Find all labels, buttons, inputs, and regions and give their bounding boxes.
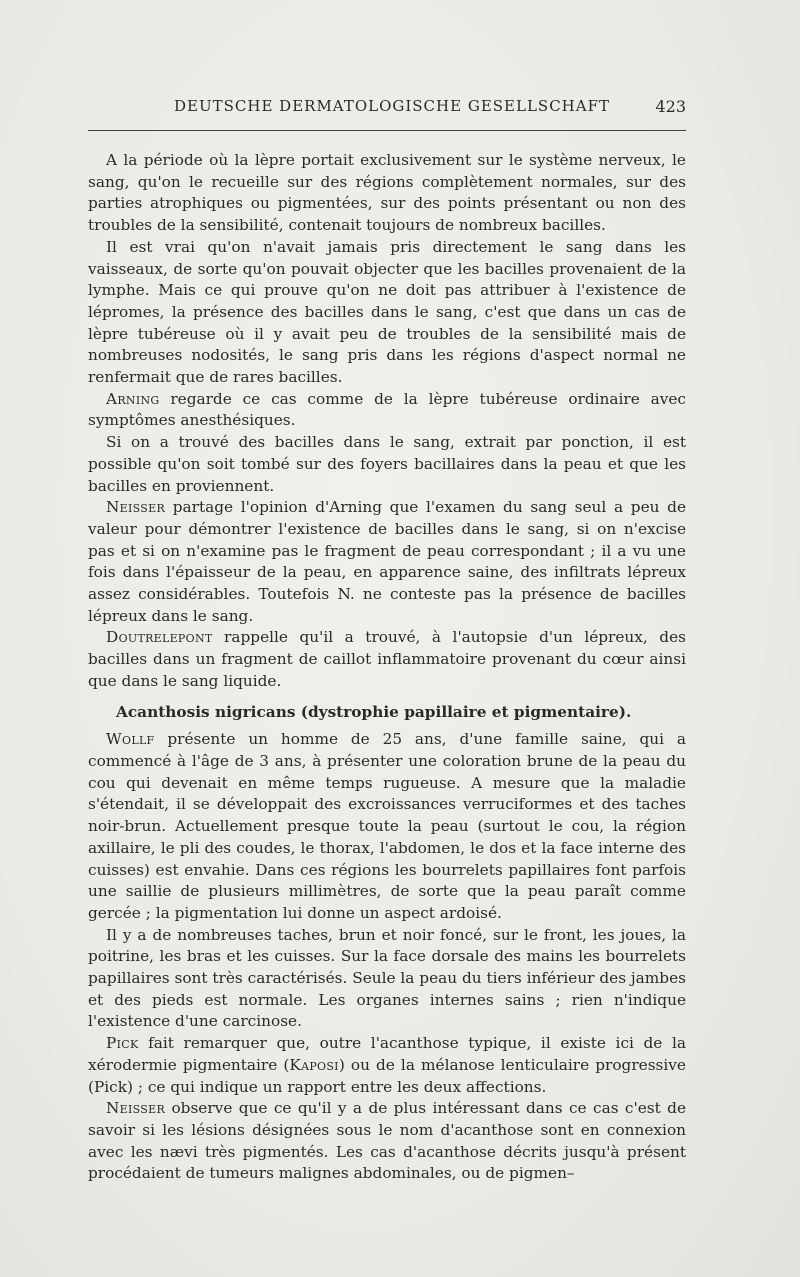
- paragraph: Il y a de nombreuses taches, brun et noir foncé, sur le front, les joues, la poitrine, les bras et les cuisses. Sur la face dorsale des mains les bourrelets papillaires sont très caractérisés. Seule la peau du tiers inférieur des jambes et des pieds est normale. Les organes internes sains ; rien n'indique l'existence d'une carcinose.: [88, 925, 686, 1031]
- speaker-name: Wollf: [106, 730, 155, 749]
- paragraph: Pick fait remarquer que, outre l'acanthose typique, il existe ici de la xérodermie pigmentaire (Kaposi) ou de la mélanose lenticulaire progressive (Pick) ; ce qui indique un rapport entre les deux affections.: [88, 1034, 686, 1096]
- paragraph: Neisser observe que ce qu'il y a de plus intéressant dans ce cas c'est de savoir si les lésions désignées sous le nom d'acanthose sont en connexion avec les nævi très pigmentés. Les cas d'acanthose décrits jusqu'à présent procédaient de tumeurs malignes abdominales, ou de pigmen–: [88, 1099, 686, 1183]
- paragraph: Il est vrai qu'on n'avait jamais pris directement le sang dans les vaisseaux, de sorte qu'on pouvait objecter que les bacilles provenaient de la lymphe. Mais ce qui prouve qu'on ne doit pas attribuer à l'existence de lépromes, la présence des bacilles dans le sang, c'est que dans un cas de lèpre tubéreuse où il y avait peu de troubles de la sensibilité mais de nombreuses nodosités, le sang pris dans les régions d'aspect normal ne renfermait que de rares bacilles.: [88, 237, 686, 387]
- paragraph: Wollf présente un homme de 25 ans, d'une famille saine, qui a commencé à l'âge de 3 ans, à présenter une coloration brune de la peau du cou qui devenait en même temps rugueuse. A mesure que la maladie s'étendait, il se développait des excroissances verruciformes et des taches noir-brun. Actuellement presque toute la peau (surtout le cou, la région axillaire, le pli des coudes, le thorax, l'abdomen, le dos et la face interne des cuisses) est envahie. Dans ces régions les bourrelets papillaires font parfois une saillie de plusieurs millimètres, de sorte que la peau paraît comme gercée ; la pigmentation lui donne un aspect ardoisé.: [88, 730, 686, 922]
- section-heading: Acanthosis nigricans (dystrophie papillaire et pigmentaire).: [116, 702, 632, 721]
- header-rule: [88, 130, 686, 131]
- cited-name: Kaposi: [289, 1055, 339, 1074]
- paragraph: Arning regarde ce cas comme de la lèpre tubéreuse ordinaire avec symptômes anesthésiques.: [88, 389, 686, 430]
- speaker-name: Arning: [106, 389, 160, 408]
- speaker-name: Pick: [106, 1034, 139, 1053]
- speaker-name: Neisser: [106, 498, 166, 517]
- paragraph: Si on a trouvé des bacilles dans le sang, extrait par ponction, il est possible qu'on soit tombé sur des foyers bacillaires dans la peau et que les bacilles en proviennent.: [88, 433, 686, 495]
- page-number: 423: [655, 97, 686, 116]
- page-header: [88, 97, 688, 121]
- body-text: [88, 150, 686, 1185]
- speaker-name: Neisser: [106, 1099, 166, 1118]
- paragraph: Neisser partage l'opinion d'Arning que l'examen du sang seul a peu de valeur pour démontrer l'existence de bacilles dans le sang, si on n'excise pas et si on n'examine pas le fragment de peau correspondant ; il a vu une fois dans l'épaisseur de la peau, en apparence saine, des infiltrats lépreux assez considérables. Toutefois N. ne conteste pas la présence de bacilles lépreux dans le sang.: [88, 498, 686, 625]
- paragraph: A la période où la lèpre portait exclusivement sur le système nerveux, le sang, qu'on le recueille sur des régions complètement normales, sur des parties atrophiques ou pigmentées, sur des points présentant ou non des troubles de la sensibilité, contenait toujours de nombreux bacilles.: [88, 151, 686, 235]
- running-title: DEUTSCHE DERMATOLOGISCHE GESELLSCHAFT: [174, 97, 610, 115]
- paragraph: Doutrelepont rappelle qu'il a trouvé, à l'autopsie d'un lépreux, des bacilles dans un fragment de caillot inflammatoire provenant du cœur ainsi que dans le sang liquide.: [88, 628, 686, 690]
- speaker-name: Doutrelepont: [106, 628, 213, 647]
